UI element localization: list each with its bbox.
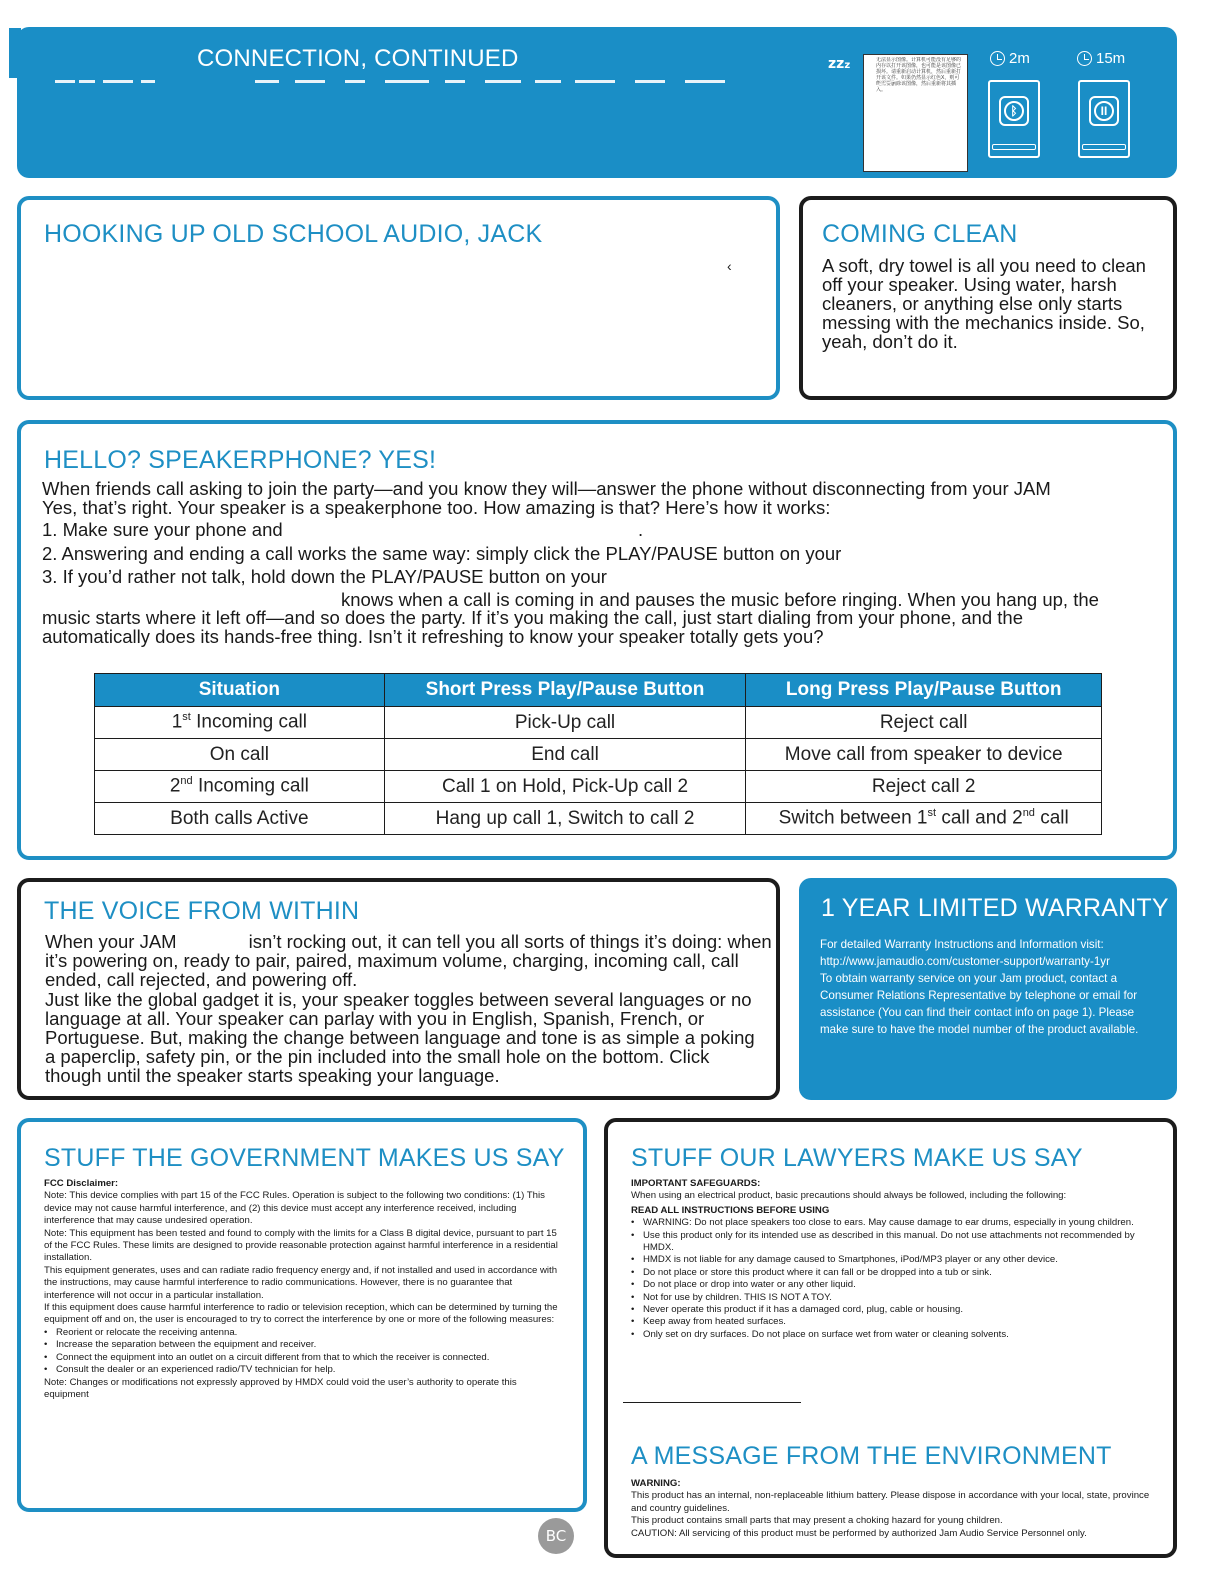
header-situation: Situation xyxy=(95,674,385,707)
fcc-paragraph: Note: This device complies with part 15 of the FCC Rules. Operation is subject to the following two conditions: (1) This device may not cause harmful interference, and (2) this device must accept any interference received, including interference that may cause undesired operation. xyxy=(44,1190,545,1227)
lawyers-body xyxy=(631,1178,1141,1341)
warranty-link[interactable]: http://www.jamaudio.com/customer-support/warranty-1yr xyxy=(820,955,1110,968)
fcc-subtitle: FCC Disclaimer: xyxy=(44,1178,119,1189)
table-row xyxy=(95,707,1102,739)
bc-badge: BC xyxy=(538,1518,574,1554)
speakerphone-step2: 2. Answering and ending a call works the same way: simply click the PLAY/PAUSE button on your xyxy=(42,543,842,564)
overlay-pointer xyxy=(864,55,967,171)
bluetooth-icon: ᛒ xyxy=(1004,101,1024,121)
list-item: • Not for use by children. THIS IS NOT A TOY. xyxy=(631,1292,1141,1304)
table-row xyxy=(95,739,1102,771)
cell-long-press: Reject call 2 xyxy=(746,771,1102,803)
cleaning-body: A soft, dry towel is all you need to clean off your speaker. Using water, harsh cleaners, or anything else only starts messing with the mechanics inside. So, yeah, don’t do it. xyxy=(822,255,1146,352)
government-body xyxy=(44,1178,564,1401)
cut-text-line xyxy=(55,74,755,84)
fcc-measures-list xyxy=(44,1327,564,1377)
list-item: • Keep away from heated surfaces. xyxy=(631,1316,1141,1328)
list-item: • Do not place or store this product where it can fall or be dropped into a tub or sink. xyxy=(631,1267,1141,1279)
environment-paragraph: This product has an internal, non-replaceable lithium battery. Please dispose in accordance with your local, state, province and country guidelines. xyxy=(631,1490,1150,1514)
divider-line xyxy=(623,1402,801,1403)
cell-short-press: Pick-Up call xyxy=(384,707,746,739)
safeguards-intro: When using an electrical product, basic precautions should always be followed, including the following: xyxy=(631,1190,1067,1202)
table-row xyxy=(95,771,1102,803)
hookup-title: HOOKING UP OLD SCHOOL AUDIO, JACK xyxy=(44,220,543,248)
cleaning-title: COMING CLEAN xyxy=(822,220,1018,248)
speakerphone-step1: 1. Make sure your phone and xyxy=(42,519,283,540)
cell-situation: On call xyxy=(95,739,385,771)
fcc-paragraph: Note: Changes or modifications not expressly approved by HMDX could void the user’s authority to operate this equipment xyxy=(44,1376,517,1400)
voice-para1: When your JAM isn’t rocking out, it can tell you all sorts of things it’s doing: when it’s powering on, ready to pair, paired, maximum volume, charging, incoming call, call ended, call rejected, and powering off. xyxy=(45,931,772,990)
cell-short-press: End call xyxy=(384,739,746,771)
hookup-fragment: ‹ xyxy=(727,258,732,274)
safeguards-subtitle: IMPORTANT SAFEGUARDS: xyxy=(631,1178,761,1189)
list-item: • Connect the equipment into an outlet on a circuit different from that to which the receiver is connected. xyxy=(44,1352,564,1364)
government-title: STUFF THE GOVERNMENT MAKES US SAY xyxy=(44,1144,565,1172)
lawyers-title: STUFF OUR LAWYERS MAKE US SAY xyxy=(631,1144,1083,1172)
table-row xyxy=(95,803,1102,835)
voice-title: THE VOICE FROM WITHIN xyxy=(44,897,360,925)
speakerphone-line2: Yes, that’s right. Your speaker is a speakerphone too. How amazing is that? Here’s how it works: xyxy=(42,497,831,518)
cell-long-press: Switch between 1st call and 2nd call xyxy=(746,803,1102,835)
cell-long-press: Reject call xyxy=(746,707,1102,739)
voice-para2: Just like the global gadget it is, your speaker toggles between several languages or no language at all. Your speaker can parlay with you in English, Spanish, French, or Portuguese. But, making the change between language and tone is as simple a poking a paperclip, safety pin, or the pin included into the small hole on the bottom. Click though until the speaker starts speaking your language. xyxy=(45,989,755,1086)
cell-situation: 1st Incoming call xyxy=(95,707,385,739)
speakerphone-para-b: music starts where it left off—and so does the party. If it’s you making the call, just start dialing from your phone, and the xyxy=(42,607,1023,628)
government-section xyxy=(17,1118,587,1512)
speakerphone-para-c: automatically does its hands-free thing. Isn’t it refreshing to know your speaker totally gets you? xyxy=(42,626,824,647)
fcc-paragraph: This equipment generates, uses and can radiate radio frequency energy and, if not installed and used in accordance with the instructions, may cause harmful interference to radio communications. However, there is no guarantee that interference will not occur in a particular installation. xyxy=(44,1264,558,1301)
table-header-row xyxy=(95,674,1102,707)
list-item: • Only set on dry surfaces. Do not place on surface wet from water or cleaning solvents. xyxy=(631,1329,1141,1341)
speaker-pause-icon xyxy=(1078,80,1130,158)
warranty-body xyxy=(820,936,1164,1038)
warranty-instructions: To obtain warranty service on your Jam product, contact a Consumer Relations Representative by telephone or email for assistance (You can find their contact info on page 1). Please make sure to have the model number of the product available. xyxy=(820,972,1139,1036)
cleaning-section xyxy=(799,196,1177,400)
list-item: • Increase the separation between the equipment and receiver. xyxy=(44,1339,564,1351)
list-item: • Use this product only for its intended use as described in this manual. Do not use attachments not recommended by HMDX. xyxy=(631,1230,1141,1255)
timer-2m: 2m xyxy=(990,50,1030,67)
lawyers-section xyxy=(604,1118,1177,1558)
list-item: • Consult the dealer or an experienced radio/TV technician for help. xyxy=(44,1364,564,1376)
fcc-paragraph: If this equipment does cause harmful interference to radio or television reception, which can be determined by turning the equipment off and on, the user is encouraged to try to correct the interference by one or more of the following measures: xyxy=(44,1302,558,1326)
list-item: • HMDX is not liable for any damage caused to Smartphones, iPod/MP3 player or any other device. xyxy=(631,1254,1141,1266)
warranty-intro: For detailed Warranty Instructions and Information visit: xyxy=(820,938,1104,951)
speakerphone-step1-end: . xyxy=(638,519,644,540)
list-item: • Reorient or relocate the receiving antenna. xyxy=(44,1327,564,1339)
environment-warning-label: WARNING: xyxy=(631,1478,681,1489)
speakerphone-section xyxy=(17,420,1177,860)
environment-body xyxy=(631,1478,1161,1540)
header-long-press: Long Press Play/Pause Button xyxy=(746,674,1102,707)
speakerphone-para-a: knows when a call is coming in and pauses the music before ringing. When you hang up, the xyxy=(341,589,1099,610)
cell-short-press: Call 1 on Hold, Pick-Up call 2 xyxy=(384,771,746,803)
speakerphone-line1: When friends call asking to join the party—and you know they will—answer the phone without disconnecting from your JAM xyxy=(42,478,1051,499)
list-item: • Never operate this product if it has a damaged cord, plug, cable or housing. xyxy=(631,1304,1141,1316)
list-item: • Do not place or drop into water or any other liquid. xyxy=(631,1279,1141,1291)
read-instructions-subtitle: READ ALL INSTRUCTIONS BEFORE USING xyxy=(631,1204,830,1216)
cell-long-press: Move call from speaker to device xyxy=(746,739,1102,771)
broken-image-message: 无法显示图像。计算机可能没有足够的内存以打开该图像，也可能是该图像已损坏。请重新启动计算机，然后重新打开该文件。如果仍然显示红色X，则可能需要删除该图像，然后重新将其插入。 xyxy=(866,57,964,93)
warranty-section xyxy=(799,878,1177,1100)
speakerphone-title: HELLO? SPEAKERPHONE? YES! xyxy=(44,446,437,474)
clock-icon xyxy=(1077,51,1092,66)
clock-icon xyxy=(990,51,1005,66)
list-item: • WARNING: Do not place speakers too close to ears. May cause damage to ear drums, especially in young children. xyxy=(631,1217,1141,1229)
sleep-icon: zzz xyxy=(828,56,851,72)
cell-situation: 2nd Incoming call xyxy=(95,771,385,803)
speakerphone-step3: 3. If you’d rather not talk, hold down the PLAY/PAUSE button on your xyxy=(42,566,607,587)
safeguards-list xyxy=(631,1217,1141,1341)
cell-situation: Both calls Active xyxy=(95,803,385,835)
call-controls-table xyxy=(94,673,1102,835)
timer-15m: 15m xyxy=(1077,50,1125,67)
environment-paragraph: CAUTION: All servicing of this product must be performed by authorized Jam Audio Service Personnel only. xyxy=(631,1527,1087,1539)
fcc-paragraph: Note: This equipment has been tested and found to comply with the limits for a Class B digital device, pursuant to part 15 of the FCC Rules. These limits are designed to provide reasonable protection against harmful interference in a residential installation. xyxy=(44,1227,558,1264)
banner-note-fragment xyxy=(55,74,755,84)
banner-title: CONNECTION, CONTINUED xyxy=(197,45,519,72)
environment-title: A MESSAGE FROM THE ENVIRONMENT xyxy=(631,1442,1112,1470)
speaker-bluetooth-icon xyxy=(988,80,1040,158)
header-short-press: Short Press Play/Pause Button xyxy=(384,674,746,707)
hookup-section xyxy=(17,196,780,400)
warranty-title: 1 YEAR LIMITED WARRANTY xyxy=(821,894,1169,922)
broken-image-placeholder xyxy=(863,54,968,172)
cell-short-press: Hang up call 1, Switch to call 2 xyxy=(384,803,746,835)
pause-icon: II xyxy=(1094,101,1114,121)
voice-section xyxy=(17,878,780,1100)
environment-paragraph: This product contains small parts that may present a choking hazard for young children. xyxy=(631,1515,1003,1527)
